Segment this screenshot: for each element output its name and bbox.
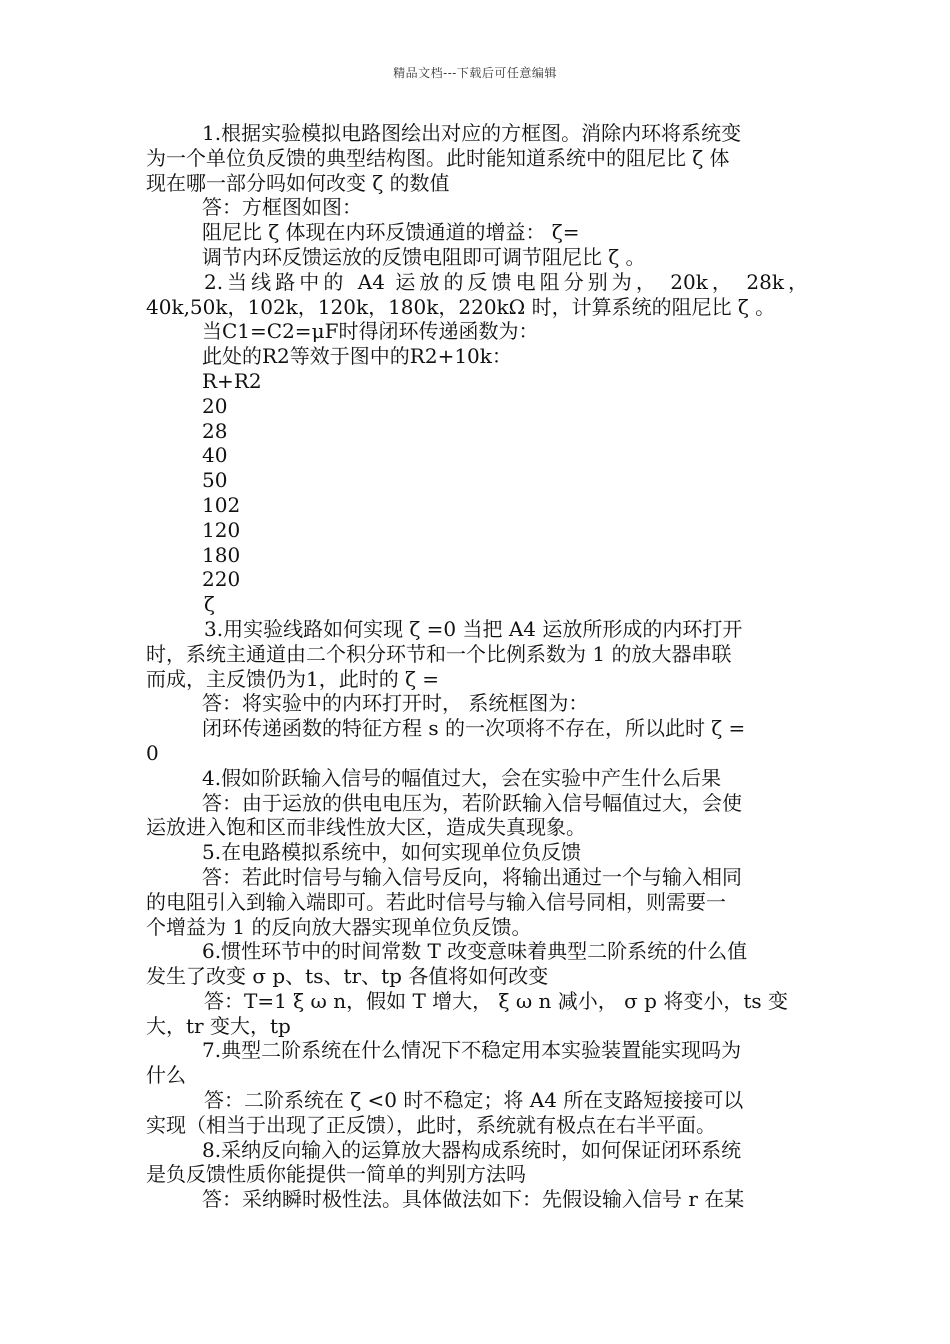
text-line: 答：若此时信号与输入信号反向，将输出通过一个与输入相同 — [202, 864, 742, 889]
text-line: 现在哪一部分吗如何改变 ζ 的数值 — [146, 170, 450, 195]
text-line: 50 — [202, 468, 228, 493]
text-line: 答：采纳瞬时极性法。具体做法如下：先假设输入信号 r 在某 — [202, 1187, 745, 1212]
text-line: 为一个单位负反馈的典型结构图。此时能知道系统中的阻尼比 ζ 体 — [146, 145, 730, 170]
text-line: 6.惯性环节中的时间常数 T 改变意味着典型二阶系统的什么值 — [202, 939, 748, 964]
document-body — [146, 121, 808, 1212]
text-line: 阻尼比 ζ 体现在内环反馈通道的增益： ζ= — [202, 220, 580, 245]
text-line: 是负反馈性质你能提供一简单的判别方法吗 — [146, 1162, 526, 1187]
text-line: 调节内环反馈运放的反馈电阻即可调节阻尼比 ζ 。 — [202, 244, 646, 269]
text-line: 什么 — [146, 1063, 186, 1088]
page-header: 精品文档---下载后可任意编辑 — [393, 66, 557, 80]
text-line: 答：由于运放的供电电压为，若阶跃输入信号幅值过大，会使 — [202, 790, 742, 815]
text-line: 大，tr 变大，tp — [146, 1013, 291, 1038]
text-line: 答：方框图如图： — [202, 195, 362, 220]
text-line: 40k,50k，102k，120k，180k，220kΩ 时，计算系统的阻尼比 ζ 。 — [146, 294, 776, 319]
text-line: 的电阻引入到输入端即可。若此时信号与输入信号同相，则需要一 — [146, 889, 726, 914]
text-line: 180 — [202, 542, 241, 567]
text-line: 2.当线路中的 A4 运放的反馈电阻分别为， 20k， 28k， — [204, 269, 808, 294]
text-line: 20 — [202, 393, 228, 418]
text-line: 0 — [146, 740, 159, 765]
text-line: 当C1=C2=μF时得闭环传递函数为： — [202, 319, 539, 344]
text-line: 闭环传递函数的特征方程 s 的一次项将不存在，所以此时 ζ = — [202, 716, 746, 741]
text-line: 40 — [202, 443, 228, 468]
text-line: 1.根据实验模拟电路图绘出对应的方框图。消除内环将系统变 — [202, 121, 742, 145]
text-line: 实现（相当于出现了正反馈），此时，系统就有极点在右半平面。 — [146, 1112, 716, 1137]
text-line: 220 — [202, 567, 241, 592]
text-line: 3.用实验线路如何实现 ζ =0 当把 A4 运放所形成的内环打开 — [204, 616, 743, 641]
text-line: 5.在电路模拟系统中，如何实现单位负反馈 — [202, 840, 582, 865]
text-line: 答：将实验中的内环打开时， 系统框图为： — [202, 691, 589, 716]
text-line: 28 — [202, 418, 228, 443]
text-line: 答：二阶系统在 ζ <0 时不稳定；将 A4 所在支路短接接可以 — [204, 1088, 744, 1113]
text-line: 此处的R2等效于图中的R2+10k： — [202, 344, 512, 369]
text-line: 发生了改变 σ p、ts、tr、tp 各值将如何改变 — [146, 964, 549, 989]
text-line: 102 — [202, 492, 241, 517]
text-line: R+R2 — [202, 368, 262, 393]
text-line: 4.假如阶跃输入信号的幅值过大，会在实验中产生什么后果 — [202, 765, 722, 790]
text-line: 120 — [202, 517, 241, 542]
text-line: 7.典型二阶系统在什么情况下不稳定用本实验装置能实现吗为 — [202, 1038, 742, 1063]
text-line: 运放进入饱和区而非线性放大区，造成失真现象。 — [146, 815, 586, 840]
text-line: 8.采纳反向输入的运算放大器构成系统时，如何保证闭环系统 — [202, 1137, 742, 1162]
text-line: 答：T=1 ξ ω n，假如 T 增大， ξ ω n 减小， σ p 将变小，ts 变 — [204, 988, 788, 1013]
text-line: ζ — [204, 592, 215, 617]
text-line: 个增益为 1 的反向放大器实现单位负反馈。 — [146, 914, 532, 939]
text-line: 时，系统主通道由二个积分环节和一个比例系数为 1 的放大器串联 — [146, 641, 732, 666]
text-line: 而成，主反馈仍为1，此时的 ζ = — [146, 666, 440, 691]
